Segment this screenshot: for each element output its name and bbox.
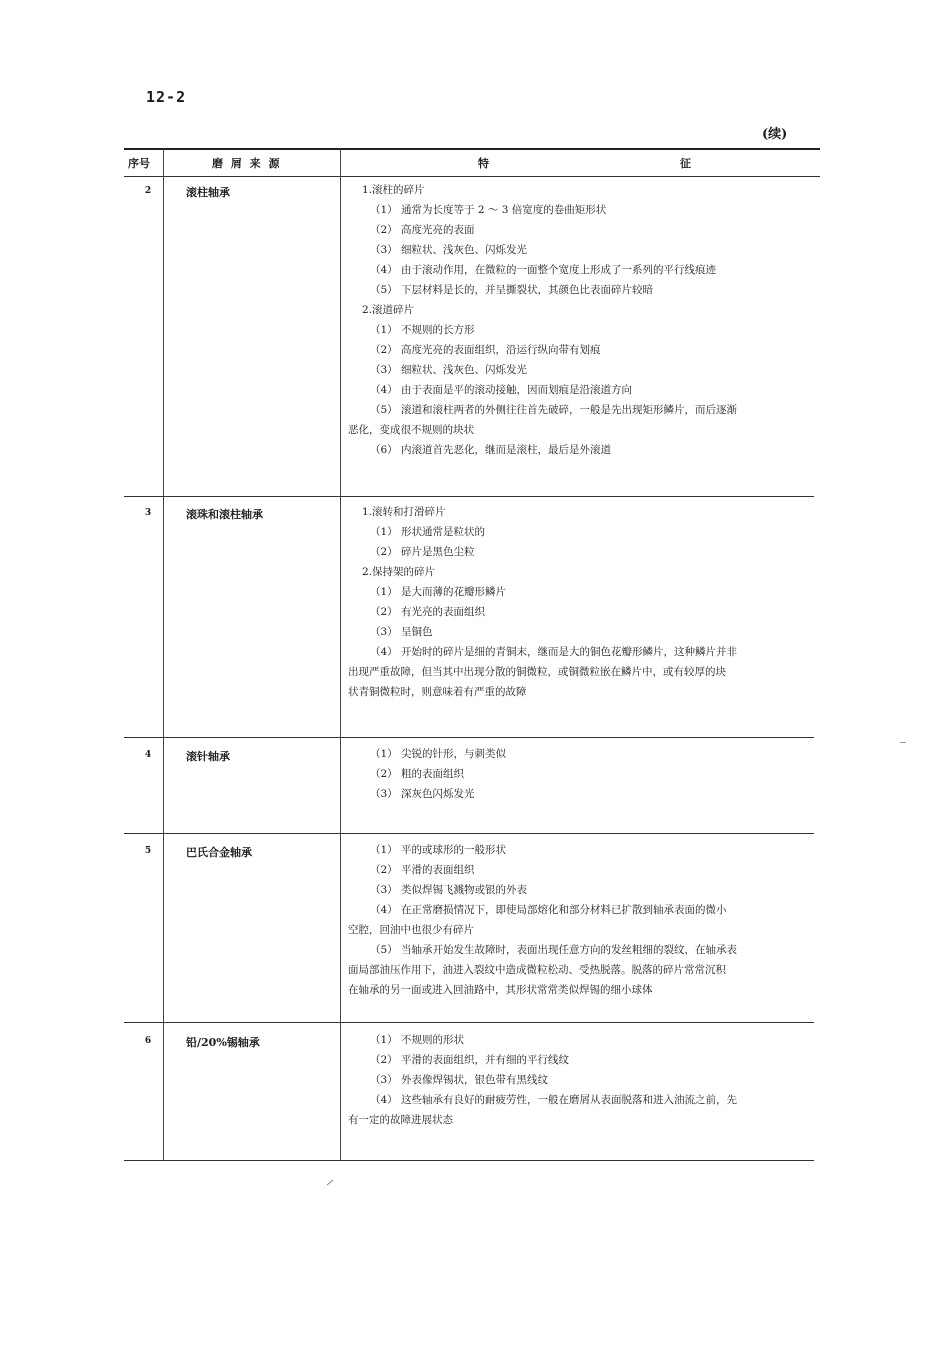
row-features bbox=[348, 744, 818, 804]
feature-line: （4） 由于滚动作用，在微粒的一面整个宽度上形成了一系列的平行线痕迹 bbox=[370, 264, 717, 276]
row-separator bbox=[124, 737, 814, 738]
feature-line: （3） 呈铜色 bbox=[370, 626, 433, 638]
feature-line: 面局部油压作用下，油进入裂纹中造成微粒松动、受热脱落。脱落的碎片常常沉积 bbox=[348, 964, 726, 976]
row-features bbox=[348, 1030, 818, 1130]
column-divider-right bbox=[340, 149, 341, 1161]
feature-line: 2.保持架的碎片 bbox=[362, 566, 436, 578]
row-source: 滚珠和滚柱轴承 bbox=[186, 508, 263, 521]
row-features bbox=[348, 840, 818, 1000]
row-source: 巴氏合金轴承 bbox=[186, 846, 252, 859]
feature-line: （4） 开始时的碎片是细的青铜末，继而是大的铜色花瓣形鳞片，这种鳞片并非 bbox=[370, 646, 738, 658]
scan-mark bbox=[327, 1180, 334, 1186]
feature-line: （1） 通常为长度等于 2 ～ 3 倍宽度的卷曲矩形状 bbox=[370, 204, 607, 216]
feature-line: （2） 高度光亮的表面 bbox=[370, 224, 475, 236]
feature-line: （1） 平的或球形的一般形状 bbox=[370, 844, 507, 856]
feature-line: （2） 平滑的表面组织，并有细的平行线纹 bbox=[370, 1054, 570, 1066]
row-separator bbox=[124, 496, 814, 497]
column-divider-left bbox=[163, 149, 164, 1161]
scan-mark bbox=[900, 742, 906, 743]
feature-line: （4） 由于表面是平的滚动接触，因而划痕是沿滚道方向 bbox=[370, 384, 633, 396]
row-number: 5 bbox=[144, 846, 152, 856]
feature-line: （1） 不规则的形状 bbox=[370, 1034, 465, 1046]
page-number: 12-2 bbox=[146, 88, 187, 106]
feature-line: （1） 是大而薄的花瓣形鳞片 bbox=[370, 586, 507, 598]
feature-line: （3） 细粒状、浅灰色、闪烁发光 bbox=[370, 244, 528, 256]
continued-label: (续) bbox=[762, 127, 788, 142]
feature-line: （5） 当轴承开始发生故障时，表面出现任意方向的发丝粗细的裂纹，在轴承表 bbox=[370, 944, 738, 956]
feature-line: 有一定的故障进展状态 bbox=[348, 1114, 453, 1126]
feature-line: （3） 类似焊锡飞溅物或银的外表 bbox=[370, 884, 528, 896]
feature-line: 恶化，变成很不规则的块状 bbox=[348, 424, 474, 436]
feature-line: 在轴承的另一面或进入回油路中，其形状常常类似焊锡的细小球体 bbox=[348, 984, 653, 996]
feature-line: 状青铜微粒时，则意味着有严重的故障 bbox=[348, 686, 527, 698]
feature-line: （1） 尖锐的针形，与刺类似 bbox=[370, 748, 507, 760]
feature-line: 1.滚转和打滑碎片 bbox=[362, 506, 446, 518]
table-top-rule bbox=[124, 148, 820, 150]
feature-line: （3） 外表像焊锡状，银色带有黑线纹 bbox=[370, 1074, 549, 1086]
feature-line: （2） 平滑的表面组织 bbox=[370, 864, 475, 876]
feature-line: （2） 碎片是黑色尘粒 bbox=[370, 546, 475, 558]
row-separator bbox=[124, 833, 814, 834]
table-bottom-rule bbox=[124, 1160, 814, 1161]
feature-line: （6） 内滚道首先恶化，继而是滚柱，最后是外滚道 bbox=[370, 444, 612, 456]
feature-line: （2） 有光亮的表面组织 bbox=[370, 606, 486, 618]
feature-line: （2） 高度光亮的表面组织，沿运行纵向带有划痕 bbox=[370, 344, 601, 356]
feature-line: （3） 细粒状、浅灰色、闪烁发光 bbox=[370, 364, 528, 376]
row-source: 滚针轴承 bbox=[186, 750, 230, 763]
row-source: 铅/20%锡轴承 bbox=[186, 1036, 260, 1049]
row-number: 4 bbox=[144, 750, 152, 760]
feature-line: （2） 粗的表面组织 bbox=[370, 768, 465, 780]
row-number: 3 bbox=[144, 508, 152, 518]
feature-line: 出现严重故障，但当其中出现分散的铜微粒，或铜微粒嵌在鳞片中，或有较厚的块 bbox=[348, 666, 726, 678]
feature-line: （1） 不规则的长方形 bbox=[370, 324, 475, 336]
header-feature-b: 征 bbox=[680, 157, 691, 170]
row-separator bbox=[124, 1022, 814, 1023]
header-feature-a: 特 bbox=[478, 157, 489, 170]
feature-line: （4） 在正常磨损情况下，即使局部熔化和部分材料已扩散到轴承表面的微小 bbox=[370, 904, 727, 916]
row-features bbox=[348, 502, 818, 702]
row-source: 滚柱轴承 bbox=[186, 186, 230, 199]
header-bottom-rule bbox=[124, 176, 820, 177]
header-seq: 序号 bbox=[128, 157, 150, 170]
feature-line: （4） 这些轴承有良好的耐疲劳性，一般在磨屑从表面脱落和进入油流之前，先 bbox=[370, 1094, 738, 1106]
feature-line: 2.滚道碎片 bbox=[362, 304, 415, 316]
feature-line: 1.滚柱的碎片 bbox=[362, 184, 425, 196]
feature-line: （5） 下层材料是长的，并呈撕裂状，其颜色比表面碎片较暗 bbox=[370, 284, 654, 296]
feature-line: 空腔，回油中也很少有碎片 bbox=[348, 924, 474, 936]
feature-line: （1） 形状通常是粒状的 bbox=[370, 526, 486, 538]
row-features bbox=[348, 180, 818, 460]
header-source: 磨 屑 来 源 bbox=[212, 157, 282, 170]
row-number: 2 bbox=[144, 186, 152, 196]
feature-line: （3） 深灰色闪烁发光 bbox=[370, 788, 475, 800]
feature-line: （5） 滚道和滚柱两者的外侧往往首先破碎，一般是先出现矩形鳞片，而后逐渐 bbox=[370, 404, 738, 416]
row-number: 6 bbox=[144, 1036, 152, 1046]
